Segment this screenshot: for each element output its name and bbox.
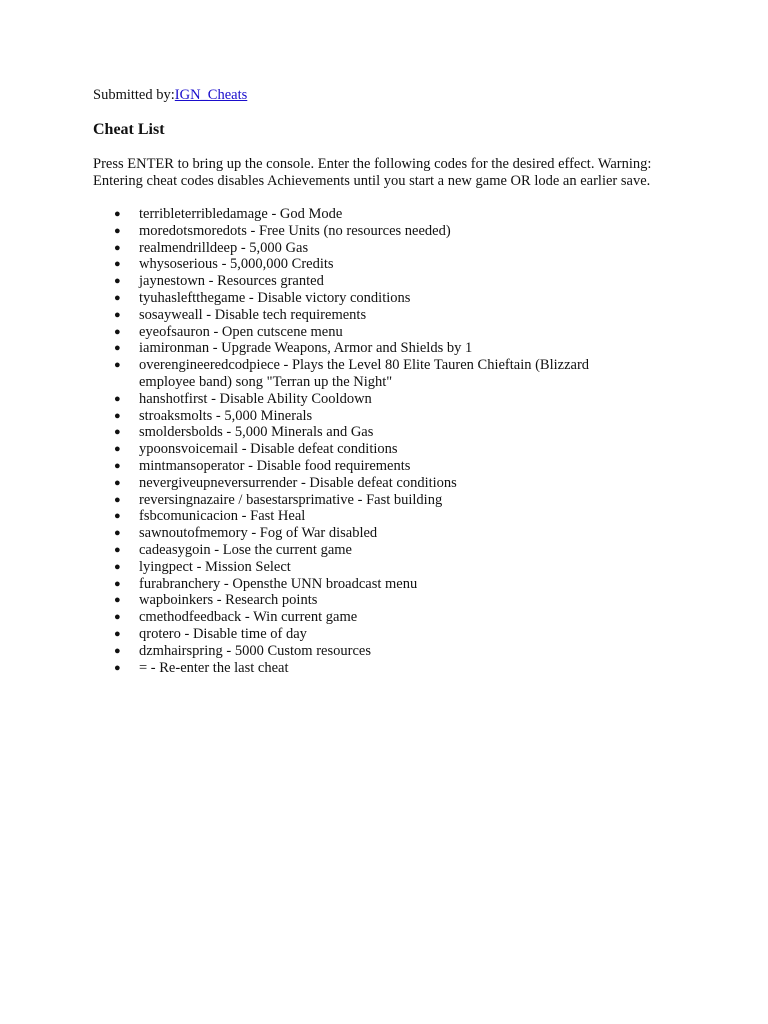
cheat-text: stroaksmolts - 5,000 Minerals	[139, 407, 313, 424]
cheat-text: sosayweall - Disable tech requirements	[139, 306, 367, 323]
bullet-icon: ●	[114, 409, 121, 422]
cheat-text: wapboinkers - Research points	[139, 592, 318, 609]
cheat-text: furabranchery - Opensthe UNN broadcast menu	[139, 575, 418, 592]
list-item	[93, 223, 639, 240]
list-item	[93, 256, 639, 273]
list-item	[93, 391, 639, 408]
cheat-text: tyuhasleftthegame - Disable victory conditions	[139, 289, 411, 306]
bullet-icon: ●	[114, 308, 121, 321]
intro-paragraph: Press ENTER to bring up the console. Enter the following codes for the desired effect. Warning: Entering cheat codes disables Achievements until you start a new game OR lode an earlier save.	[93, 156, 652, 189]
cheat-text: = - Re-enter the last cheat	[139, 659, 289, 676]
cheat-text: reversingnazaire / basestarsprimative - Fast building	[139, 491, 443, 508]
bullet-icon: ●	[114, 510, 121, 523]
bullet-icon: ●	[114, 661, 121, 674]
bullet-icon: ●	[114, 275, 121, 288]
bullet-icon: ●	[114, 611, 121, 624]
list-item	[93, 492, 639, 509]
list-item	[93, 441, 639, 458]
cheat-text: eyeofsauron - Open cutscene menu	[139, 323, 343, 340]
cheat-text: jaynestown - Resources granted	[139, 273, 324, 290]
bullet-icon: ●	[114, 359, 121, 372]
submitted-by-label: Submitted by:	[93, 87, 175, 103]
list-item	[93, 542, 639, 559]
list-item	[93, 408, 639, 425]
bullet-icon: ●	[114, 594, 121, 607]
bullet-icon: ●	[114, 627, 121, 640]
cheat-text: dzmhairspring - 5000 Custom resources	[139, 642, 371, 659]
list-item	[93, 508, 639, 525]
bullet-icon: ●	[114, 224, 121, 237]
bullet-icon: ●	[114, 258, 121, 271]
list-item	[93, 559, 639, 576]
bullet-icon: ●	[114, 459, 121, 472]
cheat-text: ypoonsvoicemail - Disable defeat conditions	[139, 441, 398, 458]
page-title: Cheat List	[93, 121, 165, 138]
cheat-text: iamironman - Upgrade Weapons, Armor and Shields by 1	[139, 340, 473, 357]
list-item	[93, 340, 639, 357]
bullet-icon: ●	[114, 325, 121, 338]
bullet-icon: ●	[114, 577, 121, 590]
list-item	[93, 357, 639, 391]
bullet-icon: ●	[114, 493, 121, 506]
list-item	[93, 424, 639, 441]
cheat-list	[93, 206, 693, 676]
list-item	[93, 458, 639, 475]
cheat-text: sawnoutofmemory - Fog of War disabled	[139, 525, 378, 542]
cheat-text: hanshotfirst - Disable Ability Cooldown	[139, 390, 372, 407]
list-item	[93, 660, 639, 677]
bullet-icon: ●	[114, 208, 121, 220]
bullet-icon: ●	[114, 560, 121, 573]
author-link[interactable]: IGN_Cheats	[174, 87, 248, 103]
bullet-icon: ●	[114, 291, 121, 304]
list-item	[93, 273, 639, 290]
document-page	[93, 86, 693, 676]
bullet-icon: ●	[114, 543, 121, 556]
cheat-text: cadeasygoin - Lose the current game	[139, 541, 352, 558]
list-item	[93, 307, 639, 324]
list-item	[93, 643, 639, 660]
bullet-icon: ●	[114, 527, 121, 540]
list-item	[93, 609, 639, 626]
cheat-text: fsbcomunicacion - Fast Heal	[139, 508, 306, 525]
list-item	[93, 576, 639, 593]
submitted-by-line	[93, 86, 693, 104]
list-item	[93, 290, 639, 307]
cheat-text: lyingpect - Mission Select	[139, 558, 291, 575]
cheat-text: mintmansoperator - Disable food requirements	[139, 457, 411, 474]
list-item	[93, 240, 639, 257]
cheat-text: nevergiveupneversurrender - Disable defeat conditions	[139, 474, 457, 491]
bullet-icon: ●	[114, 241, 121, 254]
bullet-icon: ●	[114, 392, 121, 405]
list-item	[93, 525, 639, 542]
bullet-icon: ●	[114, 476, 121, 489]
cheat-text: realmendrilldeep - 5,000 Gas	[139, 239, 309, 256]
cheat-text: whysoserious - 5,000,000 Credits	[139, 256, 334, 273]
cheat-text: overengineeredcodpiece - Plays the Level 80 Elite Tauren Chieftain (Blizzard employee band) song "Terran up the Night"	[139, 357, 590, 390]
list-item	[93, 324, 639, 341]
cheat-text: qrotero - Disable time of day	[139, 625, 307, 642]
cheat-text: smoldersbolds - 5,000 Minerals and Gas	[139, 424, 374, 441]
bullet-icon: ●	[114, 426, 121, 439]
list-item	[93, 592, 639, 609]
list-item	[93, 475, 639, 492]
cheat-text: terribleterribledamage - God Mode	[139, 206, 343, 222]
bullet-icon: ●	[114, 644, 121, 657]
bullet-icon: ●	[114, 443, 121, 456]
cheat-text: cmethodfeedback - Win current game	[139, 609, 358, 626]
bullet-icon: ●	[114, 342, 121, 355]
cheat-text: moredotsmoredots - Free Units (no resources needed)	[139, 222, 451, 239]
list-item	[93, 206, 639, 223]
list-item	[93, 626, 639, 643]
